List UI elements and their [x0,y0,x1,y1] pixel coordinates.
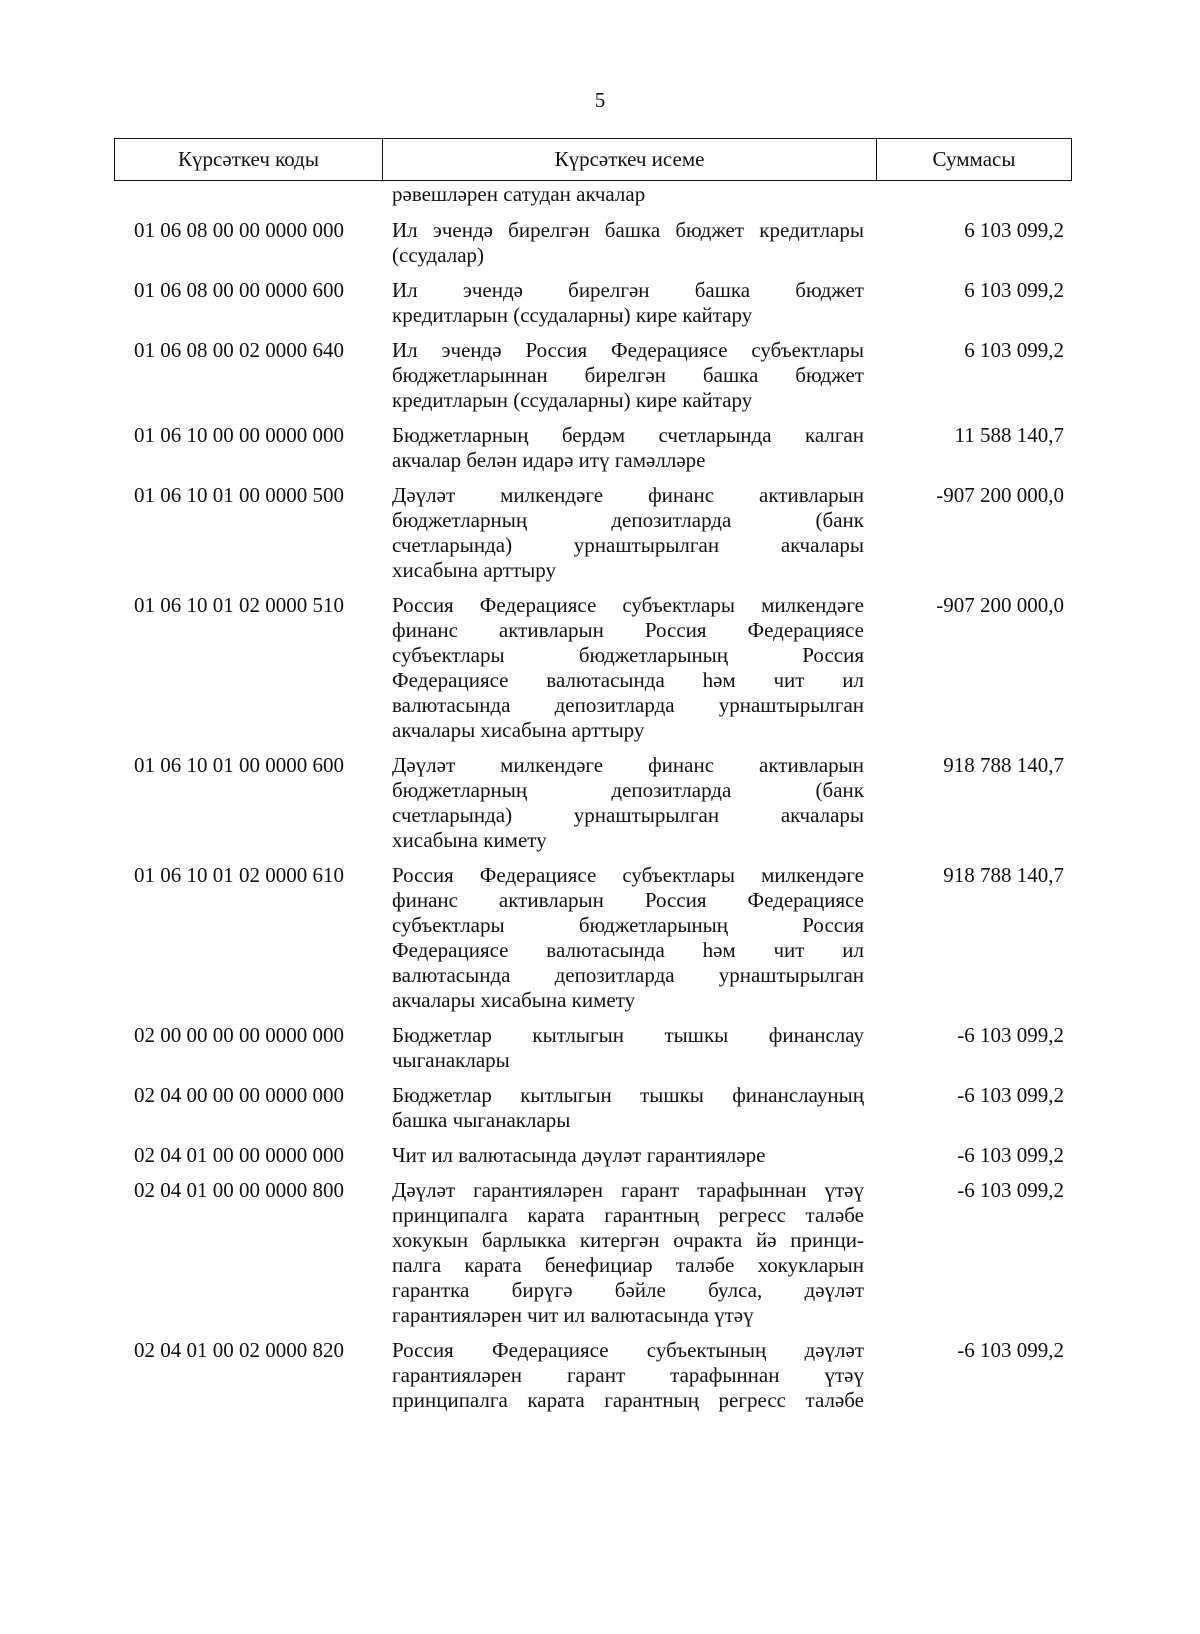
row-name [392,218,864,268]
row-name-line: акчалар белән идарә итү гамәлләре [392,448,706,472]
row-name-line: кредитларын (ссудаларны) кире кайтару [392,388,753,412]
row-name-line: бюджетларның депозитларда (банк [392,778,864,802]
row-name-line: счетларында) урнаштырылган акчалары [392,803,864,827]
row-name-line: Федерациясе валютасында һәм чит ил [392,938,864,962]
row-name [392,863,864,1013]
continuation-text: рәвешләрен сатудан акчалар [392,182,646,206]
row-code: 01 06 10 01 00 0000 600 [134,753,344,777]
row-name [392,338,864,413]
table-row [114,1178,1072,1328]
row-code: 01 06 10 01 02 0000 510 [134,593,344,617]
row-name-line: акчалары хисабына кимету [392,988,636,1012]
row-name-line: принципалга карата гарантның регресс таләбе [392,1388,864,1412]
table-row [114,753,1072,853]
row-name-line: хисабына кимету [392,828,547,852]
row-code: 02 04 01 00 00 0000 000 [134,1143,344,1167]
row-code: 01 06 08 00 00 0000 600 [134,278,344,302]
row-name-line: Бюджетлар кытлыгын тышкы финанслауның [392,1083,864,1107]
row-sum: 11 588 140,7 [954,423,1064,447]
row-code: 01 06 10 01 02 0000 610 [134,863,344,887]
row-name-line: Чит ил валютасында дәүләт гарантияләре [392,1143,766,1167]
row-name-line: хокукын барлыкка китергән очракта йә принци- [392,1228,864,1252]
row-name-line: бюджетларның депозитларда (банк [392,508,864,532]
row-name [392,1023,864,1073]
table-row [114,1143,1072,1168]
row-name-line: субъектлары бюджетларының Россия [392,913,864,937]
table-row [114,338,1072,413]
row-code: 02 04 00 00 00 0000 000 [134,1083,344,1107]
row-name [392,1143,864,1168]
row-name-line: кредитларын (ссудаларны) кире кайтару [392,303,753,327]
header-code: Күрсәткеч коды [115,139,383,180]
row-sum: -6 103 099,2 [957,1338,1064,1362]
row-sum: 6 103 099,2 [964,278,1064,302]
row-sum: -907 200 000,0 [936,483,1064,507]
table-row [114,423,1072,473]
row-sum: 6 103 099,2 [964,218,1064,242]
row-sum: 6 103 099,2 [964,338,1064,362]
row-name [392,1083,864,1133]
row-sum: 918 788 140,7 [943,863,1064,887]
row-name-line: Дәүләт милкендәге финанс активларын [392,483,864,507]
row-name [392,1178,864,1328]
row-name-line: гарантияләрен чит ил валютасында үтәү [392,1303,754,1327]
table-row [114,863,1072,1013]
row-name [392,753,864,853]
table-row [114,593,1072,743]
table-row [114,1023,1072,1073]
table-row [114,1338,1072,1413]
row-name-line: Федерациясе валютасында һәм чит ил [392,668,864,692]
header-sum: Суммасы [932,147,1016,171]
row-name-line: Бюджетлар кытлыгын тышкы финанслау [392,1023,864,1047]
row-name-line: гарантияләрен гарант тарафыннан үтәү [392,1363,864,1387]
row-name-line: гарантка бирүгә бәйле булса, дәүләт [392,1278,864,1302]
row-name-line: акчалары хисабына арттыру [392,718,645,742]
row-name-line: валютасында депозитларда урнаштырылган [392,963,864,987]
row-name-line: Ил эчендә бирелгән башка бюджет кредитлары [392,218,864,242]
row-name-line: чыганаклары [392,1048,510,1072]
row-name-line: Бюджетларның бердәм счетларында калган [392,423,864,447]
row-name-line: Ил эчендә бирелгән башка бюджет [392,278,864,302]
table-header [114,138,1072,181]
row-name-line: Россия Федерациясе субъектлары милкендәге [392,593,864,617]
table-body [114,218,1072,1423]
row-sum: 918 788 140,7 [943,753,1064,777]
row-code: 01 06 08 00 02 0000 640 [134,338,344,362]
row-name [392,423,864,473]
row-name-line: счетларында) урнаштырылган акчалары [392,533,864,557]
row-sum: -6 103 099,2 [957,1178,1064,1202]
row-name-line: Дәүләт милкендәге финанс активларын [392,753,864,777]
row-name [392,593,864,743]
row-code: 02 00 00 00 00 0000 000 [134,1023,344,1047]
row-sum: -6 103 099,2 [957,1023,1064,1047]
row-name-line: Россия Федерациясе субъектлары милкендәге [392,863,864,887]
row-sum: -6 103 099,2 [957,1143,1064,1167]
table-row [114,1083,1072,1133]
row-name-line: субъектлары бюджетларының Россия [392,643,864,667]
row-name-line: (ссудалар) [392,243,485,267]
table-row [114,218,1072,268]
row-code: 01 06 08 00 00 0000 000 [134,218,344,242]
row-name-line: финанс активларын Россия Федерациясе [392,618,864,642]
row-code: 02 04 01 00 02 0000 820 [134,1338,344,1362]
page-number: 5 [594,88,606,112]
header-name: Күрсәткеч исеме [383,139,877,180]
row-name [392,483,864,583]
row-name-line: финанс активларын Россия Федерациясе [392,888,864,912]
row-code: 02 04 01 00 00 0000 800 [134,1178,344,1202]
row-name-line: Ил эчендә Россия Федерациясе субъектлары [392,338,864,362]
row-sum: -907 200 000,0 [936,593,1064,617]
row-name-line: палга карата бенефициар таләбе хокукларын [392,1253,864,1277]
row-name-line: бюджетларыннан бирелгән башка бюджет [392,363,864,387]
row-code: 01 06 10 00 00 0000 000 [134,423,344,447]
row-name-line: хисабына арттыру [392,558,556,582]
row-name [392,1338,864,1413]
row-name-line: валютасында депозитларда урнаштырылган [392,693,864,717]
row-name-line: принципалга карата гарантның регресс таләбе [392,1203,864,1227]
row-name-line: Дәүләт гарантияләрен гарант тарафыннан үтәү [392,1178,864,1202]
row-code: 01 06 10 01 00 0000 500 [134,483,344,507]
row-sum: -6 103 099,2 [957,1083,1064,1107]
row-name-line: башка чыганаклары [392,1108,571,1132]
row-name [392,278,864,328]
table-row [114,483,1072,583]
table-row [114,278,1072,328]
row-name-line: Россия Федерациясе субъектының дәүләт [392,1338,864,1362]
